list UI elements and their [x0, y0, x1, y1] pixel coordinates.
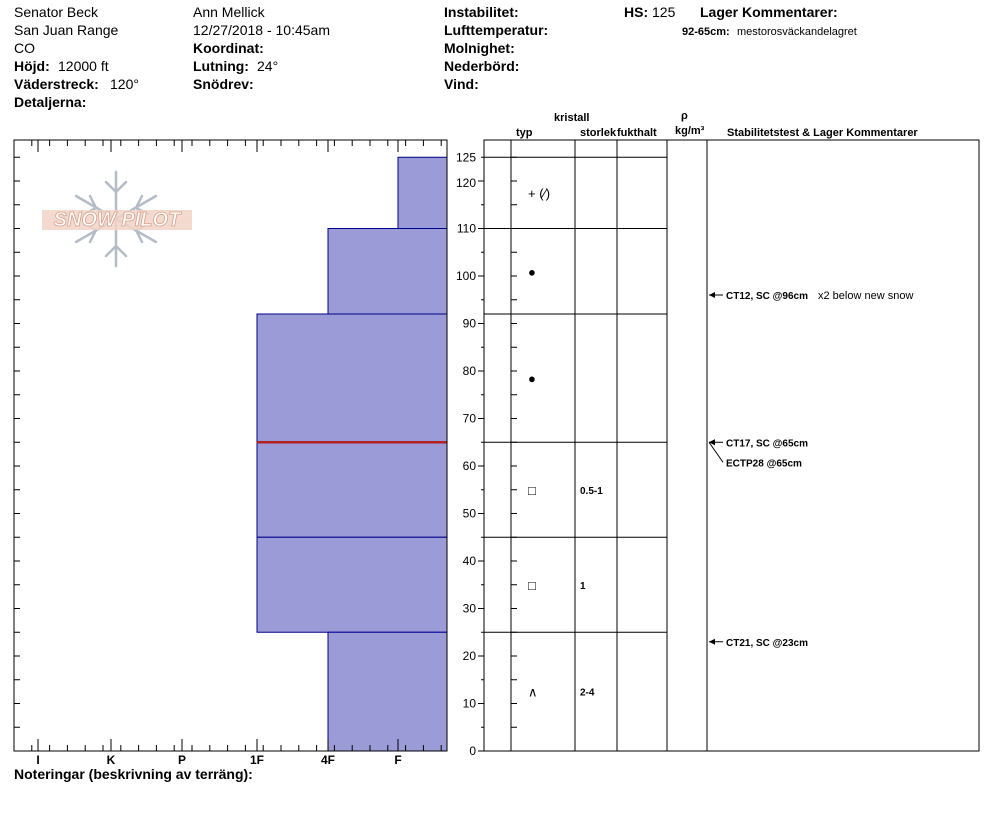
size-header: storlek — [580, 127, 617, 139]
stability-test-arrowhead — [709, 292, 715, 298]
height-axis — [456, 150, 517, 758]
instability-label: Instabilitet: — [444, 4, 519, 20]
elevation-label: Höjd: — [14, 58, 50, 74]
grain-type-symbol: ∧ — [528, 684, 538, 700]
height-tick-label: 90 — [462, 316, 476, 331]
hardness-label: P — [177, 753, 187, 767]
stability-test-label: CT17, SC @65cm — [726, 438, 809, 450]
grain-type-symbol: □ — [528, 482, 536, 498]
height-tick-label: 60 — [462, 459, 476, 473]
height-tick-label: 10 — [462, 696, 476, 711]
mountain-range: San Juan Range — [14, 22, 119, 38]
observer-name: Ann Mellick — [193, 4, 265, 20]
hardness-label: K — [106, 753, 116, 767]
air-temperature-label: Lufttemperatur: — [444, 22, 549, 38]
slope-label: Lutning: — [193, 58, 249, 74]
height-tick-label: 40 — [462, 554, 476, 568]
logo-text: SNOW PILOT — [53, 209, 181, 231]
cloud-cover-label: Molnighet: — [444, 40, 515, 56]
hardness-layers — [257, 157, 447, 751]
hardness-label: 1F — [249, 753, 265, 767]
hardness-label: F — [394, 753, 402, 767]
hs-value: 125 — [652, 4, 676, 20]
elevation-value: 12000 ft — [58, 58, 109, 74]
stability-tests — [709, 290, 913, 649]
stability-test-label: CT12, SC @96cm — [726, 291, 809, 302]
snow-layer-bar — [328, 632, 447, 751]
stability-test-arrow-line — [709, 442, 723, 462]
coordinate-label: Koordinat: — [193, 40, 264, 56]
type-header: typ — [516, 127, 533, 139]
layer-comment-range: 92-65cm: — [682, 26, 730, 38]
crystal-header: kristall — [554, 112, 590, 124]
stability-test-arrowhead — [709, 639, 715, 645]
snow-layer-bar — [398, 157, 447, 228]
drift-label: Snödrev: — [193, 76, 254, 92]
snowpilot-logo — [42, 172, 192, 266]
grain-type-symbol: □ — [528, 577, 536, 593]
layer-comment-text: mestorosväckandelagret — [737, 26, 857, 38]
hs-label: HS: — [624, 4, 649, 20]
density-unit-header: kg/m³ — [675, 125, 705, 137]
grain-type-symbol: + (⁄) — [528, 185, 551, 201]
height-tick-label: 120 — [455, 176, 476, 190]
layer-comments-label: Lager Kommentarer: — [700, 4, 838, 20]
rho-header: ρ — [681, 110, 688, 122]
stability-test-label: ECTP28 @65cm — [726, 458, 802, 470]
grain-size: 2-4 — [580, 687, 595, 699]
stability-header: Stabilitetstest & Lager Kommentarer — [727, 127, 918, 139]
grain-type-symbol: ● — [528, 371, 536, 387]
height-tick-label: 50 — [462, 506, 476, 521]
height-tick-label: 30 — [462, 601, 476, 616]
grain-size: 0.5-1 — [580, 485, 603, 497]
snow-layer-bar — [257, 314, 447, 442]
precipitation-label: Nederbörd: — [444, 58, 520, 74]
snow-layer-bar — [257, 537, 447, 632]
wind-label: Vind: — [444, 76, 479, 92]
height-tick-label: 70 — [462, 411, 476, 426]
grain-size: 1 — [580, 580, 586, 592]
snow-layer-bar — [257, 442, 447, 537]
terrain-notes-label: Noteringar (beskrivning av terräng): — [14, 766, 253, 782]
height-tick-label: 80 — [462, 364, 476, 378]
details-label: Detaljerna: — [14, 94, 87, 110]
state: CO — [14, 40, 35, 56]
observation-datetime: 12/27/2018 - 10:45am — [193, 22, 330, 38]
slope-value: 24° — [257, 58, 279, 74]
aspect-value: 120° — [110, 76, 139, 92]
height-tick-label: 125 — [455, 150, 476, 165]
height-tick-label: 20 — [462, 649, 476, 663]
grain-type-symbol: ● — [528, 264, 536, 280]
stability-test-note: x2 below new snow — [818, 290, 914, 302]
stability-test-label: CT21, SC @23cm — [726, 637, 809, 649]
height-tick-label: 0 — [469, 744, 476, 758]
aspect-label: Väderstreck: — [14, 76, 99, 92]
height-tick-label: 110 — [456, 221, 476, 236]
location-name: Senator Beck — [14, 4, 99, 20]
snow-layer-bar — [328, 229, 447, 315]
hardness-label: 4F — [320, 753, 336, 767]
moisture-header: fukthalt — [617, 127, 657, 139]
height-tick-label: 100 — [455, 269, 476, 283]
hardness-label: I — [36, 753, 40, 767]
